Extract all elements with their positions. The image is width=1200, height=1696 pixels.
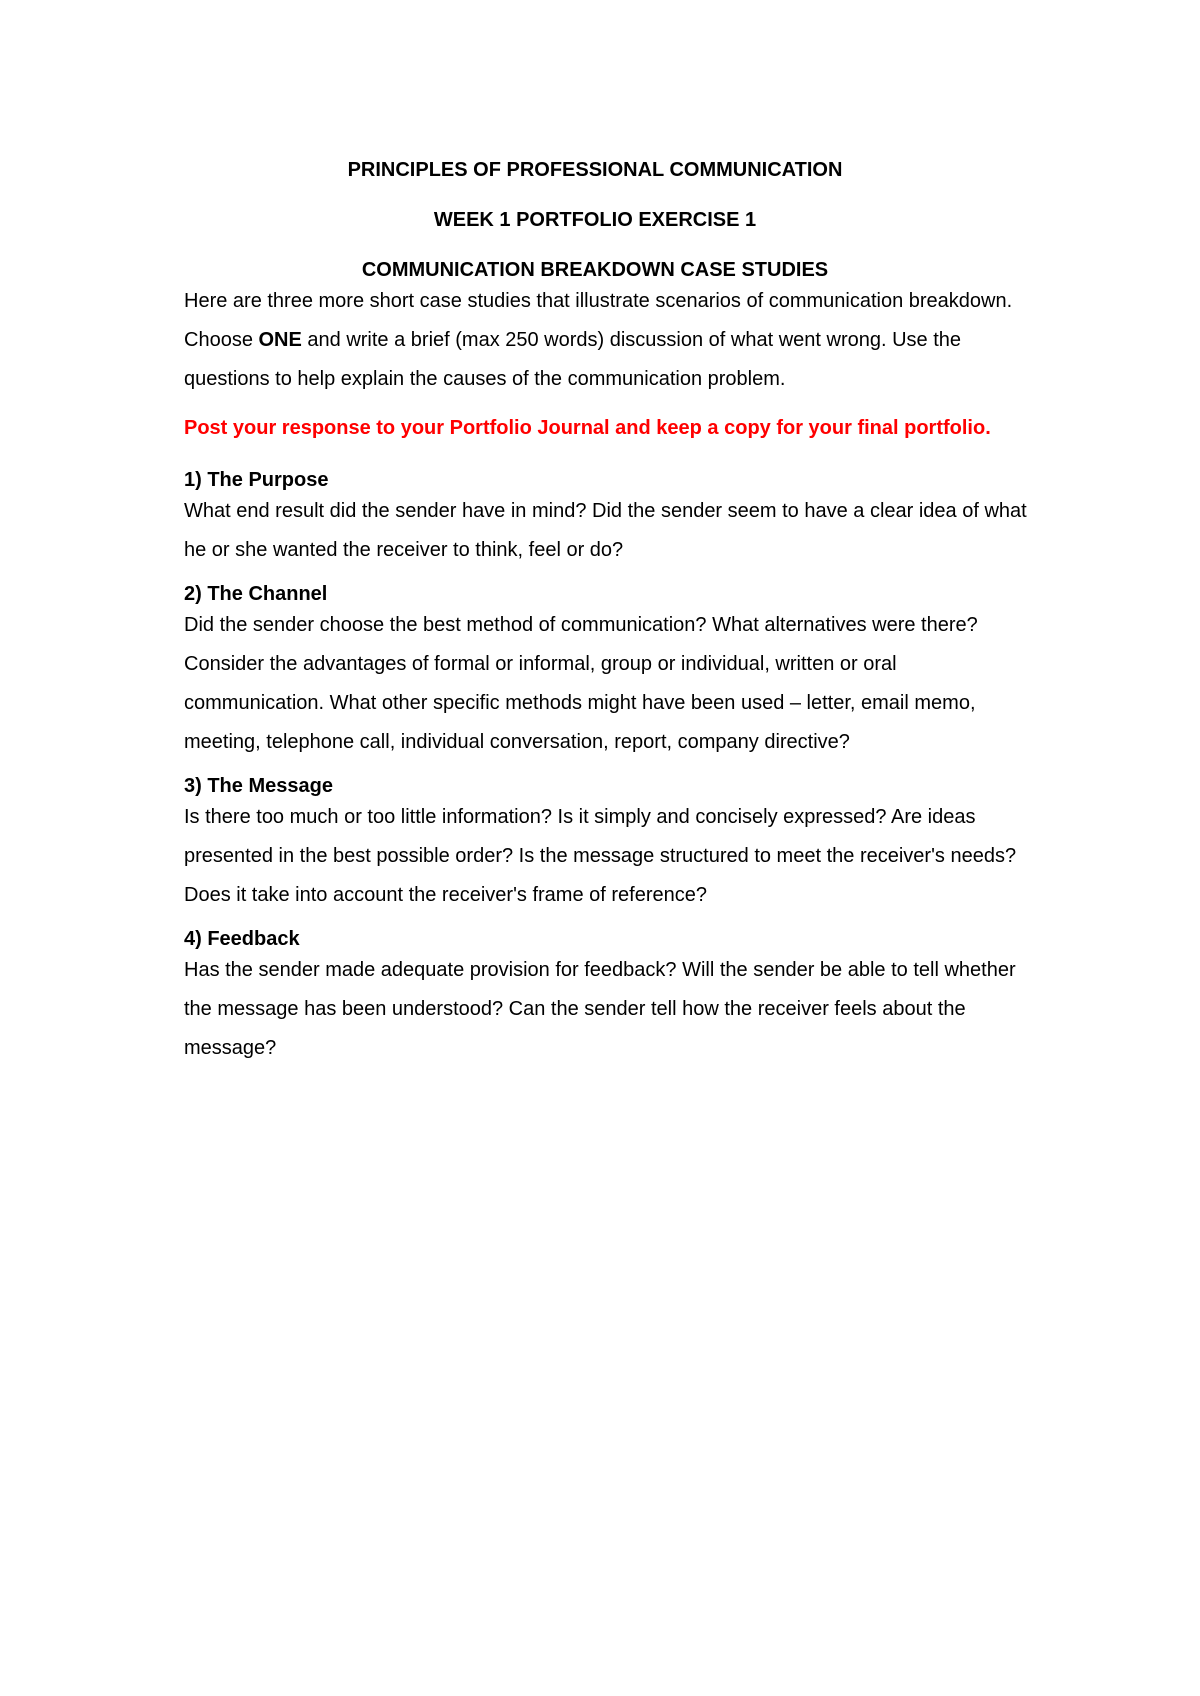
section-heading-channel: 2) The Channel: [184, 583, 328, 605]
section-text-purpose: What end result did the sender have in mind? Did the sender seem to have a clear idea of what he or she wanted the receiver to think, feel or do?: [184, 500, 1027, 561]
intro-paragraph: [184, 282, 1034, 399]
document-section-title: COMMUNICATION BREAKDOWN CASE STUDIES: [361, 259, 829, 281]
section-heading-message: 3) The Message: [184, 775, 333, 797]
portfolio-notice: Post your response to your Portfolio Journal and keep a copy for your final portfolio.: [184, 417, 991, 439]
section-heading-purpose: 1) The Purpose: [184, 469, 329, 491]
section-text-message: Is there too much or too little information? Is it simply and concisely expressed? Are ideas presented in the best possible order? Is the message structured to meet the receiver's needs? Does it take into account the receiver's frame of reference?: [184, 806, 1017, 906]
section-text-channel: Did the sender choose the best method of communication? What alternatives were there? Consider the advantages of formal or informal, group or individual, written or oral communication. What other specific methods might have been used – letter, email memo, meeting, telephone call, individual conversation, report, company directive?: [184, 614, 978, 753]
intro-text-part-1: Here are three more short case studies that illustrate scenarios of communication breakdown. Choose: [184, 290, 1013, 351]
section-text-feedback: Has the sender made adequate provision for feedback? Will the sender be able to tell whether the message has been understood? Can the sender tell how the receiver feels about the message?: [184, 959, 1016, 1059]
document-title: PRINCIPLES OF PROFESSIONAL COMMUNICATION: [347, 159, 843, 181]
intro-text-part-2: and write a brief (max 250 words) discussion of what went wrong. Use the questions to help explain the causes of the communication problem.: [184, 329, 962, 390]
section-heading-feedback: 4) Feedback: [184, 928, 300, 950]
intro-emphasis: ONE: [258, 329, 302, 351]
document-page: [184, 158, 1034, 1068]
document-subtitle: WEEK 1 PORTFOLIO EXERCISE 1: [433, 209, 757, 231]
